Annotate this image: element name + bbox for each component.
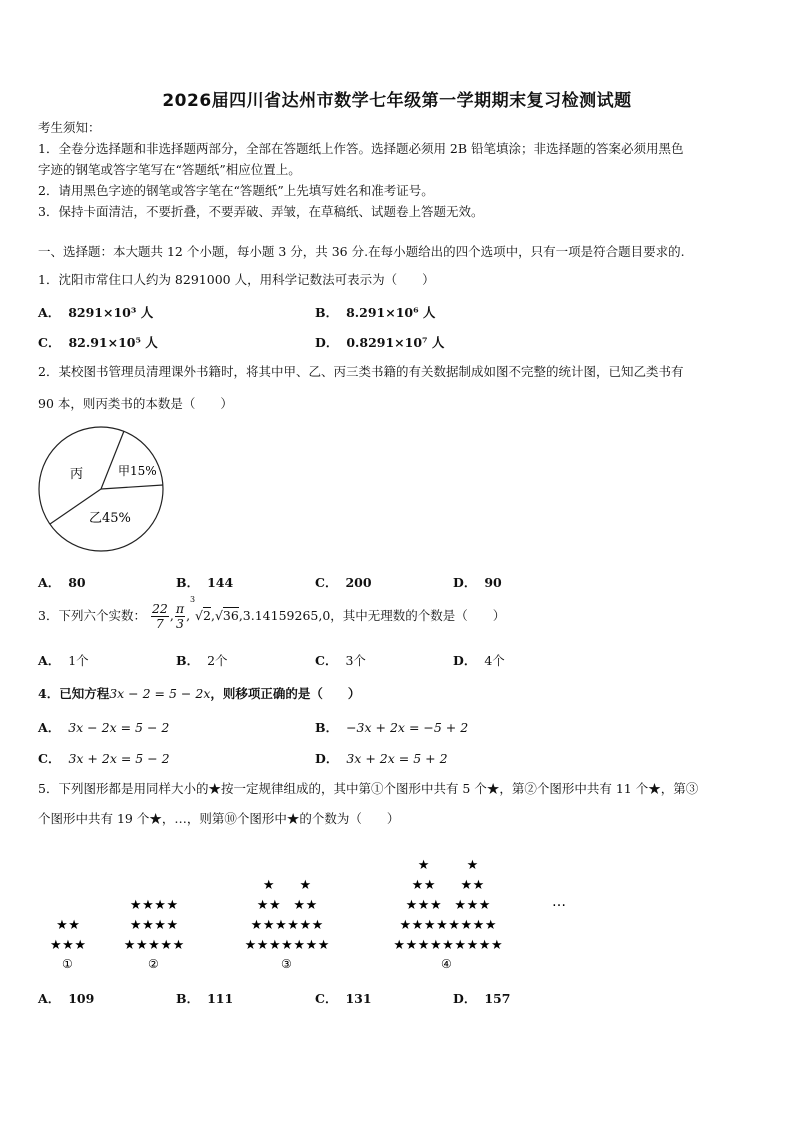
q5-option-a[interactable]: [38, 989, 94, 1007]
star-icon: ★: [411, 878, 424, 893]
star-icon: ★: [129, 918, 142, 933]
q3-stem: 3．下列六个实数： $\frac{22}{7}$ , $\frac{\pi}{3}$ , 3 √2,√36,3.14159265,0，其中无理数的个数是（ ）: [38, 595, 506, 631]
star-icon: ★: [166, 898, 179, 913]
pie-label-jia: 甲15%: [118, 464, 157, 478]
root-argument: 36: [222, 608, 239, 623]
option-label: C．: [38, 751, 61, 766]
q3-option-a[interactable]: [38, 651, 89, 669]
star-pattern-figure: [36, 846, 596, 976]
q3-rest: ,3.14159265,0: [238, 608, 331, 623]
pie-label-yi: 乙45%: [89, 511, 131, 526]
star-icon: ★: [466, 898, 479, 913]
star-icon: ★: [466, 938, 479, 953]
star-icon: ★: [429, 898, 442, 913]
q4-option-d[interactable]: [315, 749, 448, 767]
q4-stem: [38, 686, 360, 702]
q3-option-c[interactable]: [315, 651, 366, 669]
option-label: B．: [176, 653, 200, 668]
star-icon: ★: [74, 938, 87, 953]
option-label: A．: [38, 991, 61, 1006]
q5-stem-line2: 个图形中共有 19 个★，…，则第⑩个图形中★的个数为（ ）: [38, 811, 400, 826]
star-icon: ★: [436, 918, 448, 933]
star-icon: ★: [154, 918, 166, 933]
star-icon: ★: [429, 938, 442, 953]
star-icon: ★: [442, 938, 454, 953]
figure-label-4: ④: [441, 957, 452, 971]
star-icon: ★: [56, 918, 68, 933]
option-text: 2个: [207, 653, 228, 668]
figure-label-3: ③: [281, 957, 292, 971]
q1-option-a[interactable]: [38, 303, 153, 321]
option-text: 3x + 2x = 5 + 2: [346, 751, 448, 766]
star-icon: ★: [293, 938, 306, 953]
star-icon: ★: [244, 938, 257, 953]
page-title: 2026届四川省达州市数学七年级第一学期期末复习检测试题: [162, 91, 632, 111]
star-icon: ★: [299, 918, 312, 933]
notice-item-1a: 1．全卷分选择题和非选择题两部分，全部在答题纸上作答。选择题必须用 2B 铅笔填涂；非选择题的答案必须用黑色: [38, 141, 684, 156]
star-icon: ★: [293, 898, 306, 913]
q4-suffix: ，则移项正确的是（ ）: [210, 686, 361, 701]
star-icon: ★: [317, 938, 330, 953]
fraction-denominator: 7: [155, 616, 164, 631]
star-icon: ★: [129, 898, 142, 913]
figure-label-2: ②: [148, 957, 159, 971]
star-icon: ★: [154, 898, 166, 913]
star-icon: ★: [454, 938, 467, 953]
notice-item-1b: 字迹的钢笔或答字笔写在“答题纸”相应位置上。: [38, 162, 301, 177]
q4-option-c[interactable]: [38, 749, 170, 767]
star-icon: ★: [172, 938, 185, 953]
q5-stem-line1: 5．下列图形都是用同样大小的★按一定规律组成的，其中第①个图形中共有 5 个★，第②个图形中共有 11 个★，第③: [38, 781, 699, 796]
option-text: 8291×10³ 人: [68, 305, 154, 320]
q2-stem-line2: 90 本，则丙类书的本数是（ ）: [38, 396, 233, 411]
option-label: B．: [176, 991, 200, 1006]
star-icon: ★: [411, 918, 424, 933]
option-text: 109: [68, 991, 95, 1006]
q3-prefix: 3．下列六个实数：: [38, 608, 146, 623]
q4-equation: 3x − 2 = 5 − 2x: [109, 686, 211, 701]
option-label: A．: [38, 575, 61, 590]
option-label: A．: [38, 305, 61, 320]
option-text: 0.8291×10⁷ 人: [346, 335, 445, 350]
option-text: 3x − 2x = 5 − 2: [68, 720, 170, 735]
star-icon: ★: [405, 938, 418, 953]
option-label: C．: [315, 991, 338, 1006]
star-icon: ★: [160, 938, 173, 953]
option-text: 111: [207, 991, 234, 1006]
root-index: 3: [190, 595, 196, 604]
star-icon: ★: [417, 898, 430, 913]
option-label: D．: [453, 991, 477, 1006]
option-label: D．: [453, 653, 477, 668]
star-icon: ★: [405, 898, 418, 913]
star-icon: ★: [490, 938, 503, 953]
q4-option-a[interactable]: [38, 718, 169, 736]
option-label: C．: [315, 575, 338, 590]
pie-label-bing: 丙: [70, 467, 84, 482]
root-argument: 2: [203, 608, 211, 623]
star-icon: ★: [262, 878, 275, 893]
q5-option-b[interactable]: [176, 989, 233, 1007]
option-text: 3个: [345, 653, 366, 668]
fraction-numerator: 22: [151, 601, 168, 616]
star-icon: ★: [62, 938, 74, 953]
option-text: 200: [345, 575, 372, 590]
option-text: −3x + 2x = −5 + 2: [346, 720, 469, 735]
section-heading: 一、选择题：本大题共 12 个小题，每小题 3 分，共 36 分.在每小题给出的四个选项中，只有一项是符合题目要求的.: [38, 244, 685, 259]
star-icon: ★: [460, 878, 473, 893]
star-icon: ★: [484, 918, 497, 933]
star-icon: ★: [417, 938, 430, 953]
star-icon: ★: [305, 938, 318, 953]
option-text: 1个: [68, 653, 89, 668]
q1-stem: 1．沈阳市常住口人约为 8291000 人，用科学记数法可表示为（ ）: [38, 272, 435, 287]
fraction-numerator: π: [175, 601, 185, 616]
option-text: 82.91×10⁵ 人: [68, 335, 158, 350]
star-icon: ★: [472, 878, 485, 893]
star-icon: ★: [287, 918, 299, 933]
figure-label-1: ①: [62, 957, 73, 971]
pie-divider-jia-bing: [101, 431, 124, 489]
star-icon: ★: [472, 918, 485, 933]
ellipsis: …: [552, 894, 566, 910]
q1-option-d[interactable]: [315, 333, 444, 351]
fraction-denominator: 3: [175, 616, 184, 631]
q2-stem-line1: 2．某校图书管理员清理课外书籍时，将其中甲、乙、丙三类书籍的有关数据制成如图不完整的统计图，已知乙类书有: [38, 364, 684, 379]
star-icon: ★: [417, 858, 430, 873]
q2-option-b[interactable]: [176, 573, 233, 591]
option-label: D．: [453, 575, 477, 590]
option-text: 4个: [484, 653, 505, 668]
star-icon: ★: [256, 898, 269, 913]
star-icon: ★: [423, 918, 436, 933]
star-icon: ★: [142, 898, 154, 913]
option-text: 144: [207, 575, 234, 590]
option-text: 80: [68, 575, 86, 590]
star-icon: ★: [448, 918, 460, 933]
option-text: 3x + 2x = 5 − 2: [68, 751, 170, 766]
star-icon: ★: [454, 898, 467, 913]
star-icon: ★: [423, 878, 436, 893]
option-label: A．: [38, 720, 61, 735]
star-icon: ★: [466, 858, 479, 873]
option-label: C．: [38, 335, 61, 350]
option-label: C．: [315, 653, 338, 668]
star-icon: ★: [142, 918, 154, 933]
star-icon: ★: [49, 938, 62, 953]
square-root: √36: [214, 608, 239, 623]
star-icon: ★: [460, 918, 473, 933]
option-text: 8.291×10⁶ 人: [346, 305, 436, 320]
star-icon: ★: [311, 918, 324, 933]
option-label: D．: [315, 335, 339, 350]
notice-heading: 考生须知：: [38, 120, 101, 135]
star-icon: ★: [262, 918, 275, 933]
star-icon: ★: [478, 898, 491, 913]
option-label: A．: [38, 653, 61, 668]
option-label: D．: [315, 751, 339, 766]
star-icon: ★: [305, 898, 318, 913]
star-icon: ★: [478, 938, 491, 953]
pie-chart: [36, 426, 168, 554]
star-icon: ★: [393, 938, 406, 953]
option-text: 131: [345, 991, 372, 1006]
option-label: B．: [315, 305, 339, 320]
cube-root: 3 √2: [190, 595, 211, 623]
star-icon: ★: [399, 918, 412, 933]
q3-option-d[interactable]: [453, 651, 505, 669]
star-icon: ★: [268, 938, 281, 953]
option-text: 90: [484, 575, 502, 590]
fraction-22-7: [151, 602, 169, 631]
q5-option-d[interactable]: [453, 989, 510, 1007]
star-icon: ★: [275, 918, 287, 933]
star-icon: ★: [281, 938, 293, 953]
q2-option-c[interactable]: [315, 573, 372, 591]
option-text: 157: [484, 991, 511, 1006]
star-icon: ★: [268, 898, 281, 913]
star-icon: ★: [256, 938, 269, 953]
q2-option-d[interactable]: [453, 573, 502, 591]
q1-option-b[interactable]: [315, 303, 435, 321]
star-icon: ★: [299, 878, 312, 893]
star-icon: ★: [148, 938, 160, 953]
star-icon: ★: [68, 918, 80, 933]
fraction-pi-3: [175, 602, 185, 631]
notice-item-3: 3．保持卡面清洁，不要折叠，不要弄破、弄皱，在草稿纸、试题卷上答题无效。: [38, 204, 484, 219]
q4-option-b[interactable]: [315, 718, 468, 736]
pie-divider-jia-yi: [101, 485, 163, 489]
star-icon: ★: [135, 938, 148, 953]
q5-option-c[interactable]: [315, 989, 372, 1007]
star-icon: ★: [250, 918, 263, 933]
star-icon: ★: [123, 938, 136, 953]
option-label: B．: [176, 575, 200, 590]
star-icon: ★: [166, 918, 179, 933]
q4-prefix: 4．已知方程: [38, 686, 110, 701]
q1-option-c[interactable]: [38, 333, 158, 351]
option-label: B．: [315, 720, 339, 735]
q3-suffix: ，其中无理数的个数是（ ）: [330, 608, 506, 623]
q3-option-b[interactable]: [176, 651, 228, 669]
notice-item-2: 2．请用黑色字迹的钢笔或答字笔在“答题纸”上先填写姓名和准考证号。: [38, 183, 434, 198]
q2-option-a[interactable]: [38, 573, 86, 591]
